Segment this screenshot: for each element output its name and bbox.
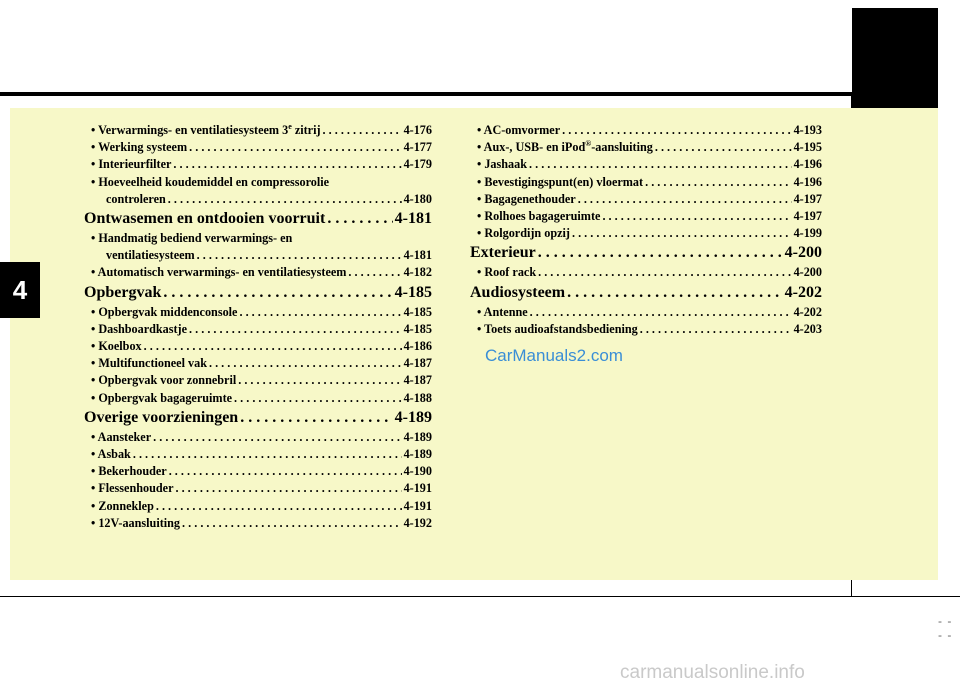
chapter-tab[interactable] (0, 262, 40, 318)
toc-page-number: 4-176 (403, 123, 432, 137)
toc-entry-label: • Hoeveelheid koudemiddel en compressorolie (91, 174, 330, 189)
toc-entry[interactable] (84, 480, 432, 497)
toc-section-heading[interactable] (84, 208, 432, 230)
toc-entry[interactable] (84, 463, 432, 480)
toc-entry[interactable] (84, 515, 432, 532)
toc-entry[interactable] (84, 122, 432, 139)
toc-entry-label: • Rolgordijn opzij (477, 226, 570, 241)
toc-section-heading[interactable] (470, 282, 822, 304)
toc-page-number: 4-196 (793, 174, 822, 189)
toc-section-heading[interactable] (470, 242, 822, 264)
toc-section-heading[interactable] (84, 407, 432, 429)
toc-entry-label: • Opbergvak bagageruimte (91, 390, 233, 405)
toc-entry-label: Overige voorzieningen (84, 408, 239, 426)
leader-dots (348, 264, 401, 281)
toc-entry[interactable] (470, 156, 822, 173)
toc-page-number: 4-191 (403, 481, 432, 496)
toc-page-number: 4-196 (793, 157, 822, 172)
toc-entry-label-cont: controleren (106, 191, 166, 206)
leader-dots (239, 304, 401, 321)
leader-dots (197, 247, 402, 264)
toc-entry[interactable] (84, 156, 432, 173)
toc-page-number: 4-199 (793, 226, 822, 241)
leader-dots (578, 191, 792, 208)
superscript: e (288, 122, 292, 131)
leader-dots (562, 122, 791, 139)
toc-entry-label: • Asbak (91, 447, 131, 462)
toc-entry-label: • Verwarmings- en ventilatiesysteem 3e zitrij (91, 122, 321, 137)
leader-dots (175, 480, 401, 497)
leader-dots (133, 446, 402, 463)
superscript: ® (585, 139, 592, 149)
toc-page-number: 4-185 (403, 304, 432, 319)
toc-entry[interactable] (470, 139, 822, 156)
toc-page-number: 4-181 (403, 248, 432, 263)
toc-entry-label: • Handmatig bediend verwarmings- en (91, 231, 293, 246)
toc-entry[interactable] (84, 304, 432, 321)
toc-entry-label: • Koelbox (91, 339, 142, 354)
toc-page-number: 4-202 (784, 283, 822, 301)
toc-entry[interactable] (470, 208, 822, 225)
leader-dots (209, 355, 402, 372)
toc-entry-label: • Multifunctioneel vak (91, 356, 207, 371)
toc-entry-label: • Zonneklep (91, 498, 154, 513)
toc-page-number: 4-202 (793, 304, 822, 319)
toc-page-number: 4-185 (394, 283, 432, 301)
leader-dots (327, 208, 392, 230)
toc-page-number: 4-193 (793, 123, 822, 137)
toc-entry[interactable] (84, 429, 432, 446)
toc-entry[interactable] (84, 230, 432, 264)
toc-page-number: 4-197 (793, 209, 822, 224)
toc-entry[interactable] (84, 174, 432, 208)
toc-page-number: 4-181 (394, 210, 432, 228)
toc-page-number: 4-200 (784, 244, 822, 262)
toc-entry-label: • Bevestigingspunt(en) vloermat (477, 174, 644, 189)
toc-page-number: 4-189 (403, 429, 432, 444)
toc-entry-label: • Toets audioafstandsbediening (477, 321, 638, 336)
toc-entry[interactable] (84, 338, 432, 355)
toc-page-number: 4-187 (403, 356, 432, 371)
toc-entry-label: • Aansteker (91, 429, 152, 444)
toc-entry[interactable] (84, 264, 432, 281)
toc-entry[interactable] (470, 122, 822, 139)
toc-entry[interactable] (470, 191, 822, 208)
leader-dots (240, 407, 392, 429)
toc-page-number: 4-187 (403, 373, 432, 388)
toc-page-number: 4-190 (403, 464, 432, 479)
toc-entry[interactable] (84, 139, 432, 156)
leader-dots (153, 429, 401, 446)
toc-entry-label-cont: ventilatiesysteem (106, 248, 195, 263)
toc-page-number: 4-200 (793, 265, 822, 280)
leader-dots (529, 156, 792, 173)
toc-page-number: 4-189 (403, 447, 432, 462)
leader-dots (189, 139, 401, 156)
leader-dots (530, 304, 792, 321)
leader-dots (640, 321, 792, 338)
leader-dots (645, 174, 791, 191)
toc-entry[interactable] (470, 321, 822, 338)
toc-page-number: 4-188 (403, 390, 432, 405)
toc-entry-label: • 12V-aansluiting (91, 515, 181, 530)
toc-entry-label: • Jashaak (477, 157, 527, 172)
page-edge-mark: - - - - (938, 614, 953, 642)
toc-entry[interactable] (470, 304, 822, 321)
toc-section-heading[interactable] (84, 282, 432, 304)
leader-dots (173, 156, 401, 173)
toc-page-number: 4-185 (403, 321, 432, 336)
toc-page-number: 4-197 (793, 191, 822, 206)
toc-page-number: 4-180 (403, 191, 432, 206)
toc-entry-label: • Rolhoes bagageruimte (477, 209, 601, 224)
toc-entry-label: • AC-omvormer (477, 123, 561, 137)
leader-dots (323, 122, 402, 139)
leader-dots (538, 242, 783, 264)
toc-entry-label: • Interieurfilter (91, 157, 172, 172)
toc-entry[interactable] (470, 264, 822, 281)
toc-entry[interactable] (84, 446, 432, 463)
leader-dots (182, 515, 402, 532)
toc-page-number: 4-195 (793, 140, 822, 155)
leader-dots (238, 372, 401, 389)
toc-entry[interactable] (84, 390, 432, 407)
toc-entry-label: • Bagagenethouder (477, 191, 576, 206)
toc-entry[interactable] (84, 355, 432, 372)
toc-entry-label: • Opbergvak middenconsole (91, 304, 238, 319)
leader-dots (567, 282, 783, 304)
toc-page-number: 4-182 (403, 265, 432, 280)
toc-right-column (470, 122, 822, 338)
toc-entry-label: • Automatisch verwarmings- en ventilatiesysteem (91, 265, 347, 280)
toc-entry-label: • Roof rack (477, 265, 537, 280)
toc-page-number: 4-191 (403, 498, 432, 513)
leader-dots (144, 338, 402, 355)
leader-dots (572, 225, 792, 242)
toc-page-number: 4-177 (403, 140, 432, 155)
bottom-rule (0, 596, 960, 597)
leader-dots (538, 264, 791, 281)
toc-entry-label: • Werking systeem (91, 140, 188, 155)
leader-dots (189, 321, 402, 338)
toc-page-number: 4-192 (403, 515, 432, 530)
watermark-carmanuals: CarManuals2.com (485, 346, 623, 365)
toc-page-number: 4-203 (793, 321, 822, 336)
toc-entry-label: • Bekerhouder (91, 464, 167, 479)
toc-page-number: 4-179 (403, 157, 432, 172)
toc-entry-label: • Opbergvak voor zonnebril (91, 373, 237, 388)
toc-entry[interactable] (84, 372, 432, 389)
toc-entry-label: • Flessenhouder (91, 481, 174, 496)
leader-dots (156, 498, 402, 515)
toc-entry-label: Audiosysteem (470, 283, 566, 301)
toc-entry[interactable] (84, 498, 432, 515)
chapter-number: 4 (12, 274, 28, 305)
toc-entry-label: Exterieur (470, 244, 536, 262)
top-rule (0, 92, 852, 96)
toc-entry-label: • Aux-, USB- en iPod®-aansluiting (477, 139, 653, 155)
toc-entry-label: • Dashboardkastje (91, 321, 188, 336)
toc-entry-label: Opbergvak (84, 283, 162, 301)
toc-entry-label: Ontwasemen en ontdooien voorruit (84, 210, 326, 228)
leader-dots (655, 139, 792, 156)
leader-dots (234, 390, 402, 407)
footer-watermark: carmanualsonline.info (620, 662, 805, 683)
toc-page-number: 4-189 (394, 408, 432, 426)
leader-dots (602, 208, 791, 225)
leader-dots (169, 463, 402, 480)
toc-entry[interactable] (470, 174, 822, 191)
leader-dots (163, 282, 392, 304)
toc-entry[interactable] (84, 321, 432, 338)
leader-dots (168, 191, 402, 208)
toc-left-column (84, 122, 432, 532)
toc-page-number: 4-186 (403, 339, 432, 354)
corner-tab (852, 8, 938, 108)
toc-entry-label: • Antenne (477, 304, 528, 319)
toc-entry[interactable] (470, 225, 822, 242)
